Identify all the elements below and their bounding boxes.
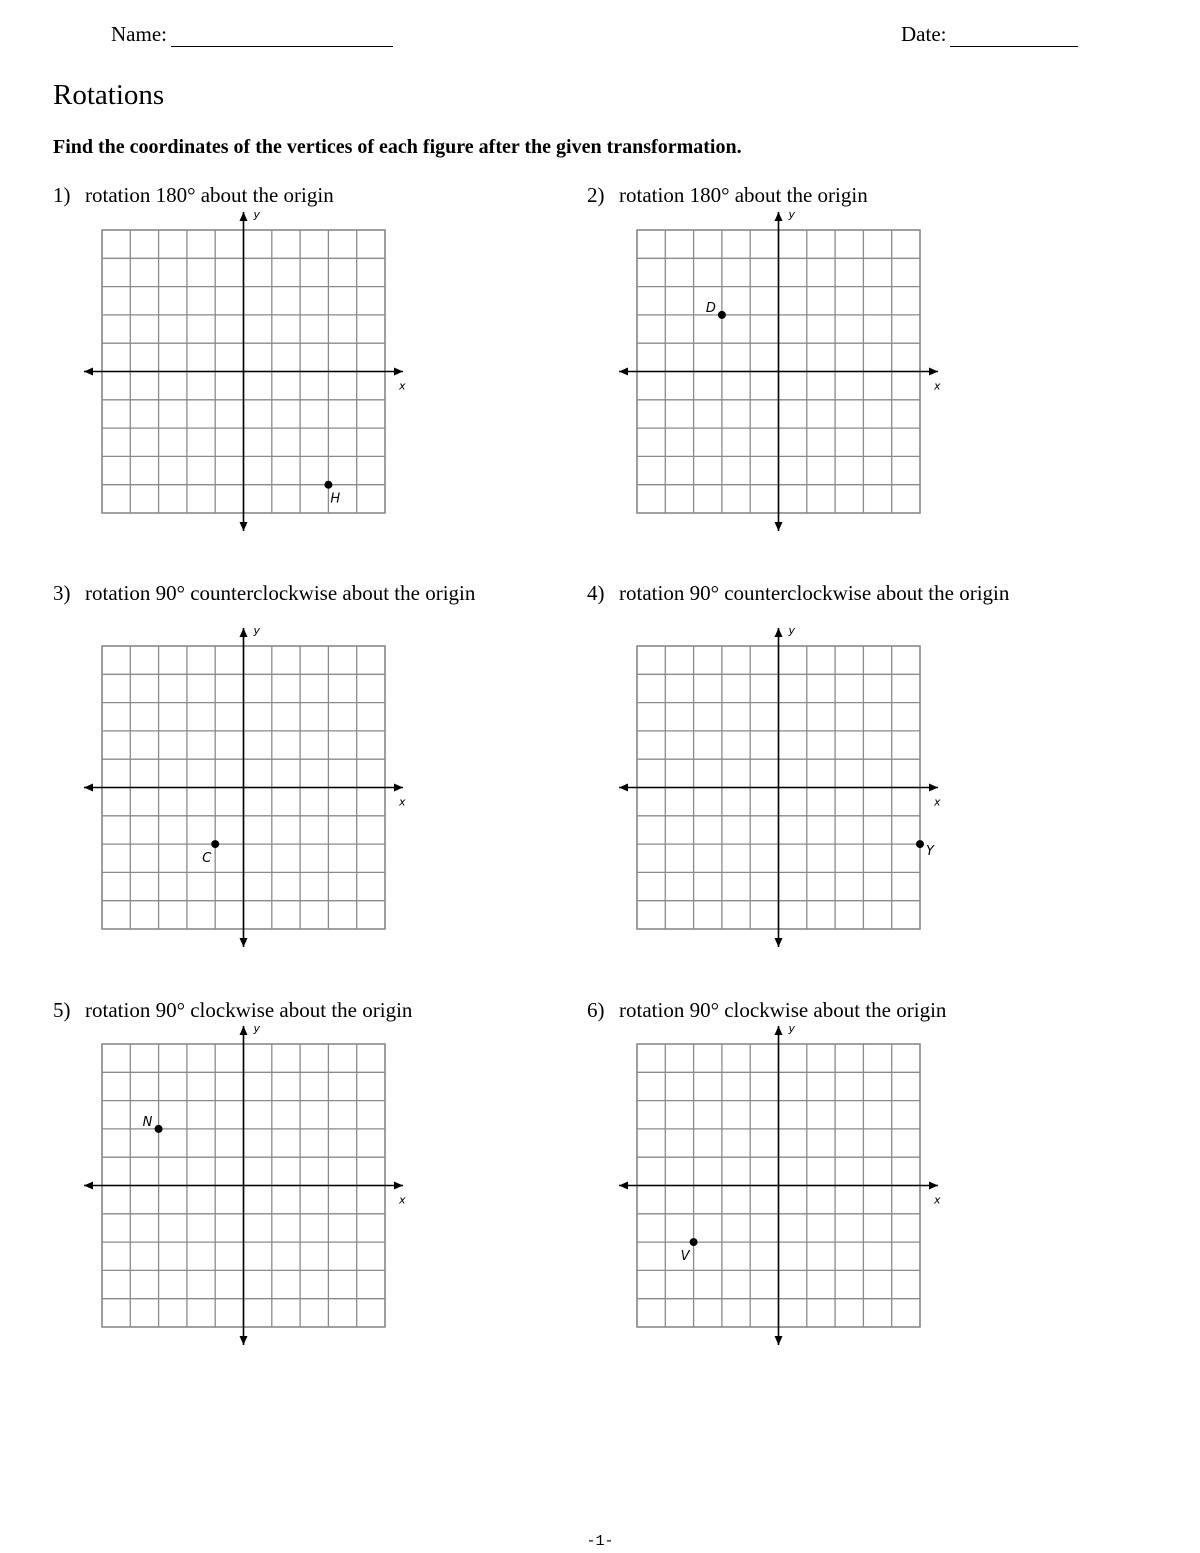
x-axis-arrow-left <box>619 1181 628 1189</box>
problem-number: 1) <box>53 183 71 207</box>
coordinate-grid <box>72 200 415 543</box>
point-label: H <box>329 491 340 507</box>
x-axis-label: x <box>398 379 406 392</box>
point-label: N <box>142 1114 152 1130</box>
point-D <box>717 310 725 318</box>
y-axis-label: y <box>253 623 260 637</box>
y-axis-arrow-up <box>774 1026 782 1035</box>
date-blank[interactable] <box>950 24 1078 47</box>
x-axis-label: x <box>933 379 941 392</box>
x-axis-label: x <box>933 1193 941 1206</box>
x-axis-arrow-left <box>84 1181 93 1189</box>
problem-number: 2) <box>587 183 605 207</box>
x-axis-arrow-right <box>929 783 938 791</box>
x-axis-label: x <box>933 795 941 808</box>
x-axis-arrow-right <box>929 367 938 375</box>
problem-text: rotation 180° about the origin <box>85 183 334 207</box>
point-N <box>154 1124 162 1132</box>
point-label: Y <box>925 843 934 859</box>
x-axis-label: x <box>398 1193 406 1206</box>
problem-number: 6) <box>587 998 605 1022</box>
problem-text: rotation 90° counterclockwise about the origin <box>619 581 1010 605</box>
x-axis-arrow-left <box>619 783 628 791</box>
y-axis-arrow-down <box>239 938 247 947</box>
x-axis-arrow-left <box>619 367 628 375</box>
x-axis-label: x <box>398 795 406 808</box>
y-axis-arrow-down <box>239 522 247 531</box>
point-C <box>211 840 219 848</box>
x-axis-arrow-right <box>394 367 403 375</box>
coordinate-grid <box>607 616 950 959</box>
coordinate-grid <box>607 1014 950 1357</box>
problem-text: rotation 90° clockwise about the origin <box>85 998 413 1022</box>
y-axis-label: y <box>253 207 260 221</box>
date-label: Date: <box>901 22 947 46</box>
name-label: Name: <box>111 22 167 46</box>
page-number: -1- <box>586 1533 614 1550</box>
x-axis-arrow-left <box>84 367 93 375</box>
coordinate-grid <box>607 200 950 543</box>
coordinate-grid <box>72 616 415 959</box>
instructions: Find the coordinates of the vertices of each figure after the given transformation. <box>53 136 742 158</box>
y-axis-arrow-up <box>239 628 247 637</box>
y-axis-arrow-up <box>239 212 247 221</box>
y-axis-label: y <box>788 1021 795 1035</box>
point-V <box>689 1238 697 1246</box>
y-axis-label: y <box>788 207 795 221</box>
y-axis-arrow-down <box>774 938 782 947</box>
problem-text: rotation 90° clockwise about the origin <box>619 998 947 1022</box>
name-field[interactable] <box>111 22 393 47</box>
point-Y <box>916 840 924 848</box>
x-axis-arrow-left <box>84 783 93 791</box>
x-axis-arrow-right <box>394 1181 403 1189</box>
problem-number: 3) <box>53 581 71 605</box>
date-field[interactable] <box>901 22 1078 47</box>
problem-number: 5) <box>53 998 71 1022</box>
point-H <box>324 480 332 488</box>
y-axis-label: y <box>788 623 795 637</box>
y-axis-arrow-down <box>239 1336 247 1345</box>
y-axis-arrow-up <box>239 1026 247 1035</box>
problem-number: 4) <box>587 581 605 605</box>
problem-text: rotation 180° about the origin <box>619 183 868 207</box>
problem-text: rotation 90° counterclockwise about the origin <box>85 581 476 605</box>
x-axis-arrow-right <box>929 1181 938 1189</box>
page-title: Rotations <box>53 79 165 111</box>
point-label: D <box>705 300 716 316</box>
name-blank[interactable] <box>171 24 393 47</box>
coordinate-grid <box>72 1014 415 1357</box>
y-axis-label: y <box>253 1021 260 1035</box>
y-axis-arrow-up <box>774 212 782 221</box>
point-label: C <box>201 850 211 866</box>
point-label: V <box>680 1248 690 1264</box>
x-axis-arrow-right <box>394 783 403 791</box>
y-axis-arrow-up <box>774 628 782 637</box>
y-axis-arrow-down <box>774 1336 782 1345</box>
y-axis-arrow-down <box>774 522 782 531</box>
